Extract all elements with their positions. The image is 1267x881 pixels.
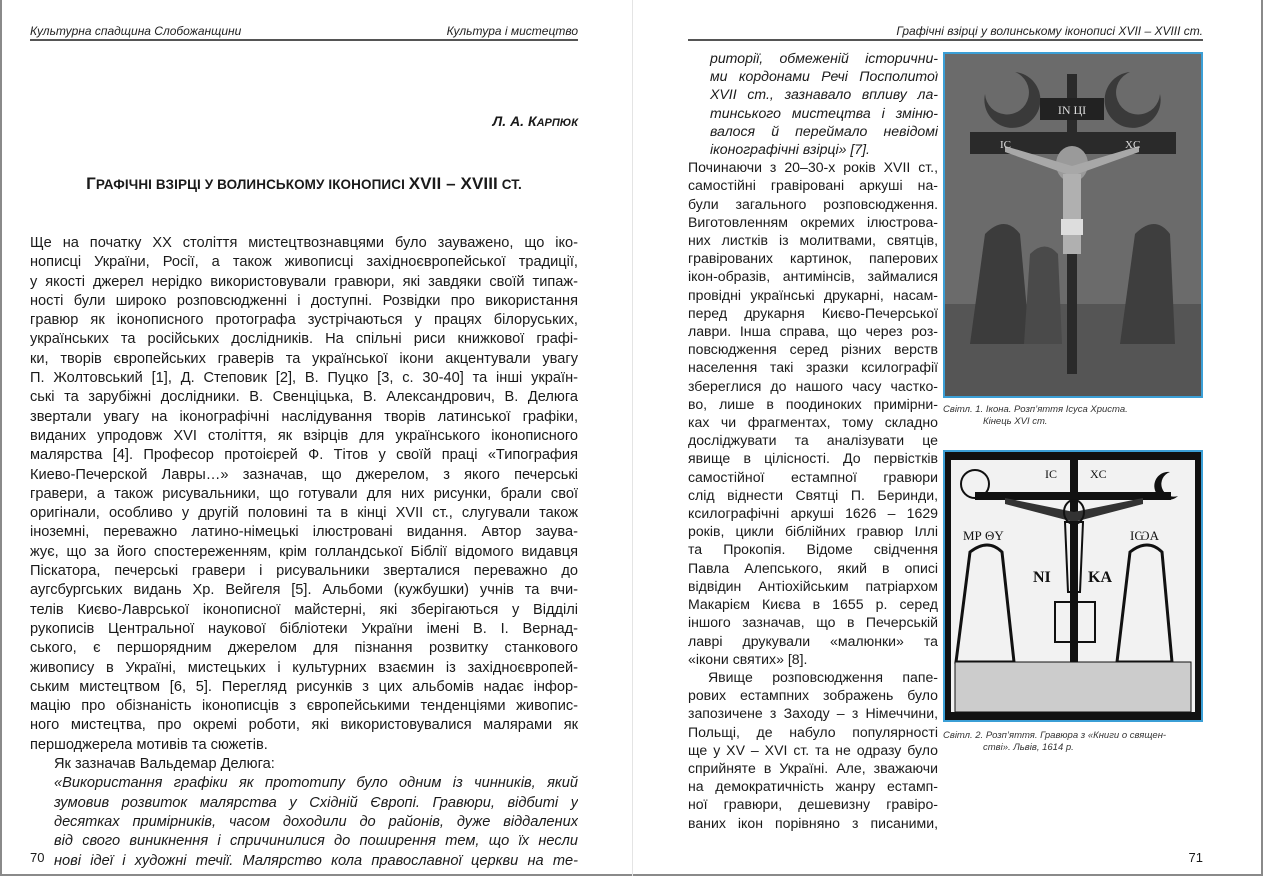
text-line: збереглися до нашого часу частко- [688, 377, 938, 394]
caption-line: стві». Львів, 1614 р. [983, 742, 1074, 753]
author-name [493, 113, 578, 129]
quote-line: іконографічні взірці» [7]. [710, 141, 870, 158]
article-title [30, 174, 578, 194]
text-line: досліджувати та аналізувати це [688, 432, 938, 449]
text-line: ські та зарубіжні дослідники. В. Свенціцька, В. Александрович, В. Делюга [30, 389, 578, 406]
page-border-right [1261, 0, 1263, 876]
title-centuries: XVII – XVIII [408, 174, 498, 193]
text-line: телів Києво-Лаврської іконописної майстерні, які зберігаються у Відділі [30, 601, 578, 618]
text-line: ксилографічні аркуші 1626 – 1629 [688, 505, 938, 522]
text-line: мацію про обізнаність іконописців з європейськими тенденціями живопис- [30, 698, 578, 715]
text-line: рових естампних зображень було [688, 687, 938, 704]
text-line: ки, творів європейських граверів та української ікони акцентували увагу [30, 350, 578, 367]
text-line: явище в цілісності. До первістків [688, 450, 938, 467]
text-line: Павла Алепського, який в описі [688, 559, 938, 576]
text-line: українських та російських дослідників. На спільні риси книжкової графі- [30, 331, 578, 348]
text-line: першоджерела мотивів та сюжетів. [30, 736, 268, 753]
figure-2-caption [943, 730, 1205, 754]
header-rule-right [688, 39, 1203, 41]
title-suffix: СТ. [497, 177, 522, 192]
text-line: нописці України, Росії, а також живописці західноєвропейської традиції, [30, 254, 578, 271]
left-body-text [30, 234, 578, 871]
text-line: Як зазначав Вальдемар Делюга: [54, 756, 275, 773]
text-line: ної гравюри, дешевизну гравіро- [688, 796, 938, 813]
text-line: Ще на початку XX століття мистецтвознавцями було зауважено, що іко- [30, 235, 578, 251]
text-line: лаврі друкували «малюнки» та [688, 632, 938, 649]
text-line: провідні українські друкарні, насам- [688, 286, 938, 303]
title-initial: Г [86, 174, 96, 193]
text-line: ваних ікон порівняно з писаними, [688, 814, 938, 831]
text-line: іноземні, переважно латино-німецькі ілюстровані видання. Автор заува- [30, 524, 578, 541]
text-line: сприйняте в Україні. Але, зважаючи [688, 759, 938, 776]
text-line: живопису в Україні, мистецьких і культурних взаємин із західноєвропей- [30, 659, 578, 676]
page-number-right: 71 [1188, 850, 1203, 865]
right-body-text [688, 49, 938, 832]
text-line: оригінали, особливо у другій половині та в кінці XVII ст., слугували також [30, 505, 578, 522]
text-line: запозичене з Заходу – з Німеччини, [688, 705, 938, 722]
text-line: іншого зазначав, що в Печерській [688, 614, 938, 631]
quote-line: XVII ст., зазнавало впливу ла- [710, 86, 938, 103]
text-line: звертали увагу на іконографічні наслідування творів латинської графіки, [30, 408, 578, 425]
icon-painting-image [945, 54, 1201, 396]
text-line: гравірованих картинок, паперових [688, 250, 938, 267]
text-line: них листків із молитвами, святців, [688, 232, 938, 249]
text-line: П. Жолтовський [1], Д. Степовик [2], В. Пуцко [3, с. 30-40] та інші україн- [30, 370, 578, 387]
figure-icon-crucifixion [943, 52, 1203, 398]
running-head-article: Графічні взірці у волинському іконописі XVII – XVIII ст. [896, 24, 1203, 38]
figure-1-caption [943, 404, 1205, 428]
text-line: Піскатора, печерські гравери і рисувальники зверталися переважно до [30, 563, 578, 580]
text-line: малярства [4]. Професор протоієрей Ф. Тітов у своїй праці «Типография [30, 447, 578, 464]
text-line: ським мистецтвом [6, 5]. Перегляд рисунків з цих альбомів надає інфор- [30, 678, 578, 695]
text-line: аугсбургських видань Хр. Вейгеля [5]. Альбоми (кужбушки) учнів та вчи- [30, 582, 578, 599]
text-line: Макарієм Києва в 1655 р. серед [688, 596, 938, 613]
quote-line: нові ідеї і художні течії. Малярство кола православної церкви на те- [54, 852, 578, 869]
header-rule [30, 39, 578, 41]
text-line: ках чи фрагментах, тому складно [688, 414, 938, 431]
text-line: Починаючи з 20–30-х років XVII ст., [688, 159, 938, 176]
figure-engraving-crucifixion [943, 450, 1203, 722]
image-label-ka: KA [1088, 569, 1112, 586]
image-label-ic: IC [1000, 139, 1011, 151]
page-border-left [0, 0, 2, 876]
page-gutter [632, 0, 633, 876]
text-line: на демократичність жанру естамп- [688, 778, 938, 795]
text-line: ності були широко розповсюдженні і доступні. Розвідки про використання [30, 292, 578, 309]
text-line: Киево-Печерской Лавры…» зазначав, що джерелом, з якого печерські [30, 466, 578, 483]
text-line: ще у XV – XVI ст. та не одразу було [688, 741, 938, 758]
author-surname: АРПЮК [536, 117, 578, 129]
image-label-xc: XC [1090, 467, 1107, 481]
image-label-mp-theta: MР ΘY [963, 528, 1004, 543]
quote-line: тинського мистецтва і зміню- [710, 104, 938, 121]
text-line: Польщі, де набуло популярності [688, 723, 938, 740]
author-initials: Л. А. К [492, 113, 537, 129]
text-line: перед друкарня Києво-Печерської [688, 304, 938, 321]
text-line: та Прокопія. Відоме свідчення [688, 541, 938, 558]
image-label-inri: IN ЦІ [1057, 103, 1087, 117]
quote-line: валося й переймало невідомі [710, 122, 938, 139]
text-line: повсюдження серед різних верств [688, 341, 938, 358]
text-line: у якості джерел нерідко використовували гравюри, які завдяки своїй типаж- [30, 273, 578, 290]
text-line: «ікони святих» [8]. [688, 650, 808, 667]
image-label-xc: XC [1125, 139, 1141, 151]
quote-line: від свого виникнення і спричинилися до поширення тем, що їх несли [54, 833, 578, 850]
text-line: самостійні гравіровані аркуші на- [688, 177, 938, 194]
text-line: населення такі зразки ксилографії [688, 359, 938, 376]
running-head-section: Культура і мистецтво [446, 24, 578, 38]
title-text: РАФІЧНІ ВЗІРЦІ У ВОЛИНСЬКОМУ ІКОНОПИСІ [95, 177, 409, 192]
text-line: самостійної естампної гравюри [688, 468, 938, 485]
text-line: гравери, а також рисувальники, що готували для них рисунки, брали свої [30, 485, 578, 502]
quote-line: ми кордонами Речі Посполитої [710, 68, 938, 85]
text-line: гравюр як іконописного протографа зустрічаються у працях білоруських, [30, 312, 578, 329]
image-label-ic: IC [1045, 467, 1057, 481]
quote-line: риторії, обмеженій історични- [710, 50, 938, 66]
quote-line: десятках примірників, часом доходили до районів, дуже віддалених [54, 813, 578, 830]
image-label-ioa: ІѠА [1130, 528, 1159, 543]
caption-line: Світл. 2. Розп’яття. Гравюра з «Книги о священ- [943, 730, 1167, 741]
quote-line: зумовив розвиток малярства у Східній Європі. Гравюри, відбиті у [54, 794, 578, 811]
engraving-image [945, 452, 1201, 720]
text-line: жує, що за його спостереженням, крім голландської Біблії відомого видавця [30, 543, 578, 560]
text-line: лаври. Інша справа, що через роз- [688, 323, 938, 340]
text-line: відвідин Антіохійським патріархом [688, 577, 938, 594]
text-line: рукописів Центральної наукової бібліотеки України імені В. І. Вернад- [30, 620, 578, 637]
caption-line: Кінець XVI ст. [983, 416, 1048, 427]
text-line: були загального розповсюдження. [688, 195, 938, 212]
text-line: виданих упродовж XVI століття, як взірців для українського іконописного [30, 427, 578, 444]
text-line: ного мистецтва, про окремі роботи, які використовувалися малярами як [30, 717, 578, 734]
image-label-ni: NI [1033, 569, 1051, 586]
text-line: ського, є першорядним джерелом для пізнання розвитку станкового [30, 640, 578, 657]
text-line: ікон-образів, антимінсів, займалися [688, 268, 938, 285]
page-number-left: 70 [30, 850, 45, 865]
quote-line: «Використання графіки як прототипу було одним із чинників, який [54, 775, 578, 792]
running-head-journal: Культурна спадщина Слобожанщини [30, 24, 242, 38]
caption-line: Світл. 1. Ікона. Розп’яття Ісуса Христа. [943, 404, 1128, 415]
text-line: Виготовленням окремих ілюстрова- [688, 213, 938, 230]
text-line: слід віднести Святці П. Беринди, [688, 486, 938, 503]
text-line: Явище розповсюдження папе- [708, 668, 938, 685]
text-line: років, цикли біблійних гравюр Іллі [688, 523, 938, 540]
text-line: во, лише в поодиноких примірни- [688, 395, 938, 412]
